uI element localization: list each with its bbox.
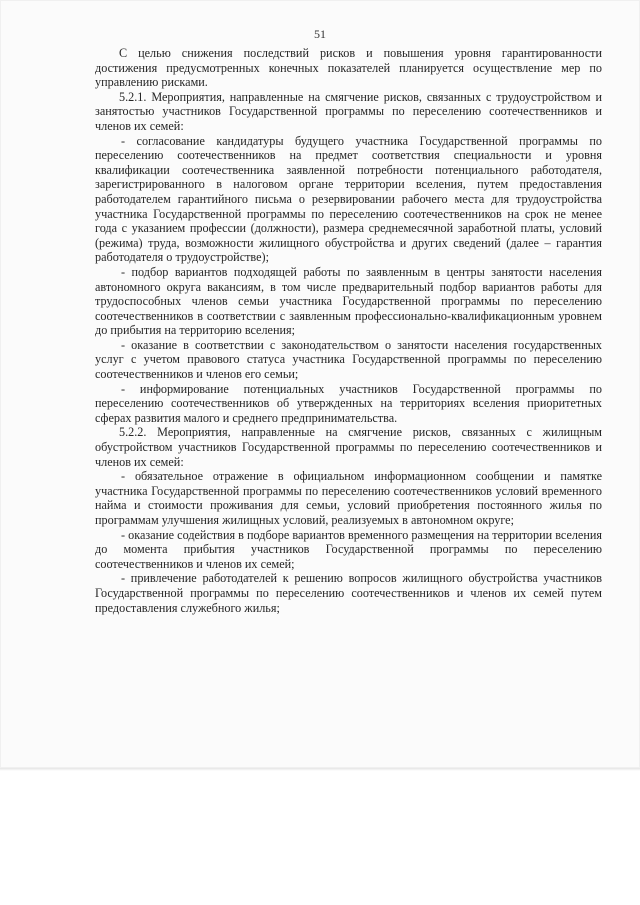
list-item: - оказание в соответствии с законодательством о занятости населения государственных услуг с учетом правового статуса участника Государственной программы по переселению соотечественников и членов его семьи; xyxy=(95,337,602,382)
intro-paragraph: С целью снижения последствий рисков и повышения уровня гарантированности достижения предусмотренных конечных показателей планируется осуществление мер по управлению рисками. xyxy=(95,46,602,90)
list-item: - информирование потенциальных участников Государственной программы по переселению соотечественников об утвержденных на территориях вселения приоритетных сферах развития малого и среднего предпринимательства. xyxy=(95,381,602,425)
page-body xyxy=(95,46,602,615)
section-heading-5-2-1: 5.2.1. Мероприятия, направленные на смягчение рисков, связанных с трудоустройством и занятостью участников Государственной программы по переселению соотечественников и членов их семей: xyxy=(95,89,602,133)
list-item: - согласование кандидатуры будущего участника Государственной программы по переселению соотечественников на предмет соответствия специальности и уровня квалификации соотечественника заявленной потребности потенциального работодателя, зарегистрированного в налоговом органе территории вселения, путем предоставления работодателем гарантийного письма о резервировании рабочего места для трудоустройства участника Государственной программы по переселению соотечественников на срок не менее года с указанием профессии (должности), размера среднемесячной заработной платы, условий (режима) труда, возможности жилищного обустройства и других сведений (далее – гарантия работодателя о трудоустройстве); xyxy=(95,133,602,265)
page-number: 51 xyxy=(314,27,326,41)
list-item: - подбор вариантов подходящей работы по заявленным в центры занятости населения автономного округа вакансиям, в том числе предварительный подбор вариантов работы для трудоспособных членов семьи участника Государственной программы по переселению соотечественников в соответствии с заявленным профессионально-квалификационным уровнем до прибытия на территорию вселения; xyxy=(95,264,602,338)
list-item: - привлечение работодателей к решению вопросов жилищного обустройства участников Государственной программы по переселению соотечественников и членов их семей путем предоставления служебного жилья; xyxy=(95,571,602,615)
page-edge-shadow xyxy=(0,768,640,771)
list-item: - обязательное отражение в официальном информационном сообщении и памятке участника Государственной программы по переселению соотечественников условий временного найма и стоимости проживания для семьи, условий приобретения постоянного жилья по программам улучшения жилищных условий, реализуемых в автономном округе; xyxy=(95,469,602,527)
list-item: - оказание содействия в подборе вариантов временного размещения на территории вселения до момента прибытия участников Государственной программы по переселению соотечественников и членов их семей; xyxy=(95,527,602,571)
section-heading-5-2-2: 5.2.2. Мероприятия, направленные на смягчение рисков, связанных с жилищным обустройством участников Государственной программы по переселению соотечественников и членов их семей: xyxy=(95,425,602,469)
